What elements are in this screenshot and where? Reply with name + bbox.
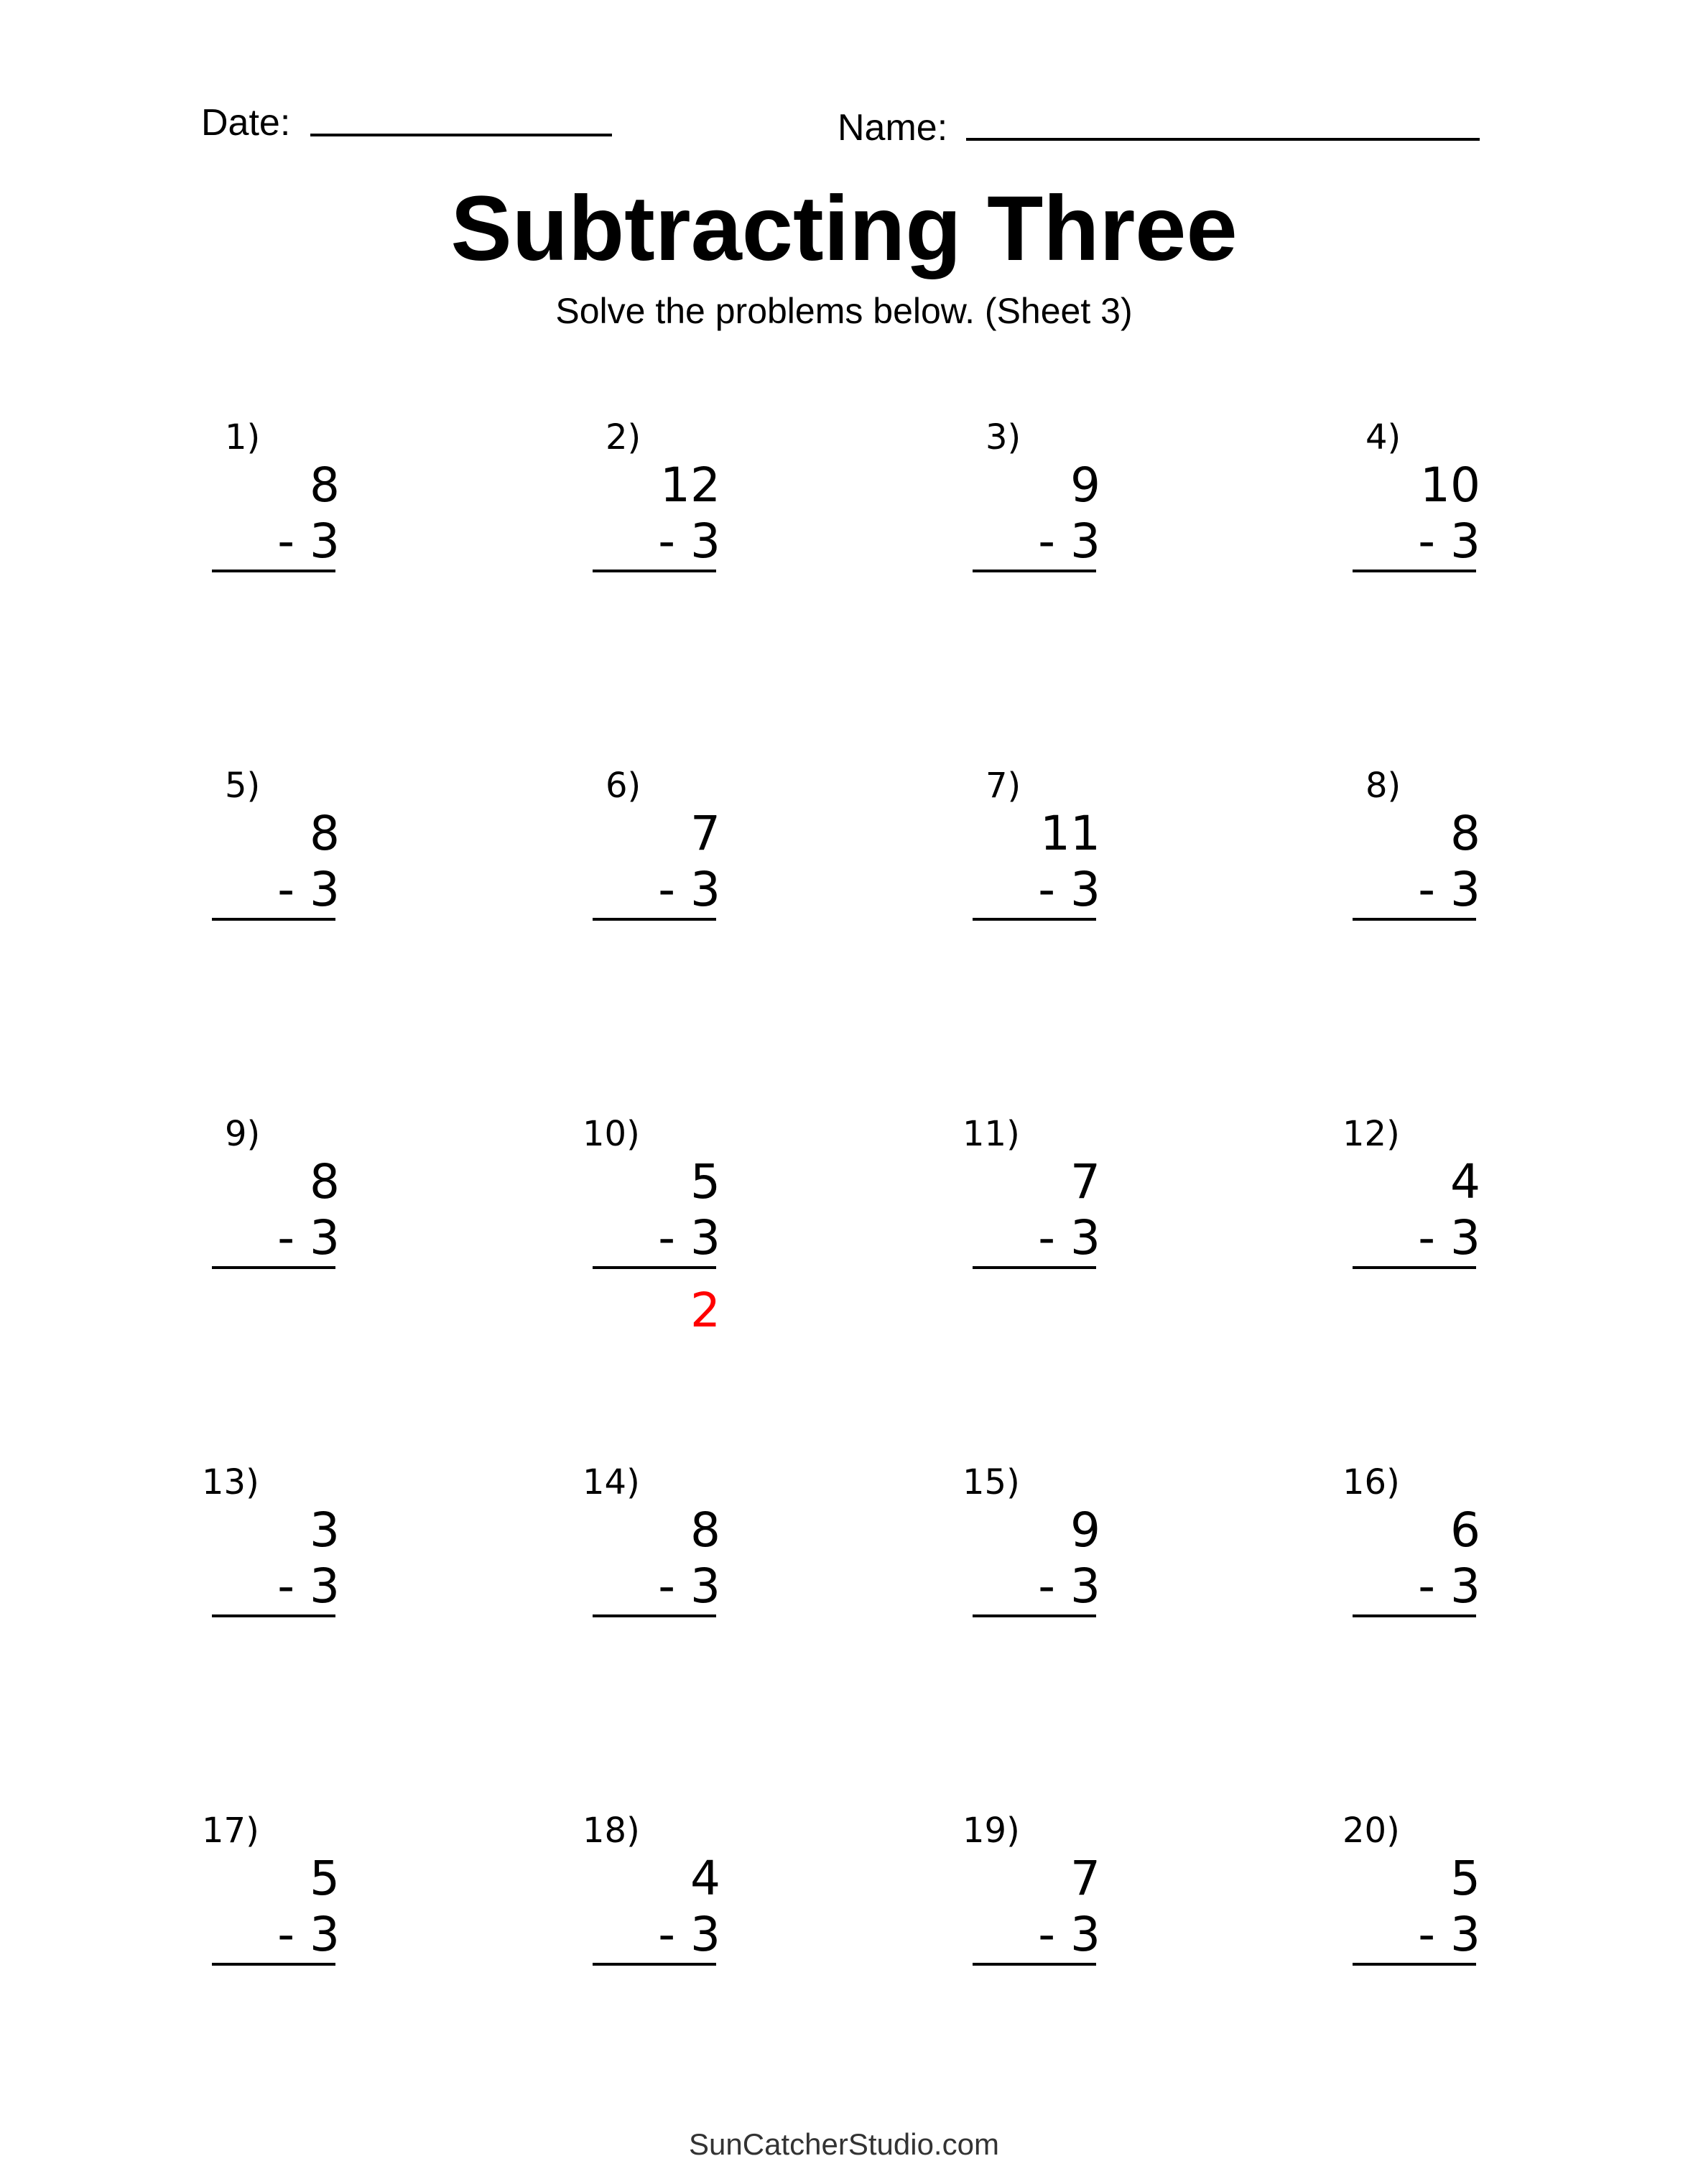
answer-line [593,1963,716,1966]
problem-number: 20) [1342,1811,1400,1851]
problem-13 [196,1462,368,1652]
answer-line [1353,570,1476,572]
problem-number: 10) [583,1114,640,1154]
subtrahend: - 3 [277,1907,340,1962]
problem-number: 5) [225,766,261,806]
problem-number: 16) [1342,1462,1400,1502]
subtrahend: - 3 [1418,1558,1480,1614]
subtrahend: - 3 [1418,862,1480,917]
subtrahend: - 3 [1038,1210,1100,1265]
answer-line [212,1963,335,1966]
problem-14 [577,1462,749,1652]
problem-number: 8) [1365,766,1401,806]
problem-number: 7) [986,766,1021,806]
problem-number: 12) [1342,1114,1400,1154]
minuend: 6 [1450,1502,1480,1558]
minuend: 7 [1070,1154,1100,1209]
minuend: 5 [1450,1851,1480,1906]
minuend: 4 [1450,1154,1480,1209]
problem-number: 9) [225,1114,261,1154]
problem-11 [957,1114,1129,1304]
problem-number: 4) [1365,417,1401,457]
answer-line [212,918,335,921]
problem-number: 11) [963,1114,1020,1154]
minuend: 4 [690,1851,720,1906]
subtrahend: - 3 [1038,862,1100,917]
subtrahend: - 3 [277,514,340,569]
problem-1 [196,417,368,607]
page-title: Subtracting Three [450,177,1238,280]
problem-12 [1337,1114,1509,1304]
minuend: 12 [660,457,720,513]
date-field-line[interactable] [310,134,612,136]
subtrahend: - 3 [1418,514,1480,569]
answer-line [593,1266,716,1269]
problem-18 [577,1813,749,2000]
subtrahend: - 3 [277,1210,340,1265]
subtrahend: - 3 [1418,1210,1480,1265]
minuend: 8 [690,1502,720,1558]
subtrahend: - 3 [1038,514,1100,569]
date-label: Date: [201,102,291,144]
subtrahend: - 3 [277,1558,340,1614]
problem-number: 14) [583,1462,640,1502]
minuend: 10 [1420,457,1480,513]
problem-9 [196,1114,368,1304]
answer-line [973,918,1096,921]
subtrahend: - 3 [658,862,720,917]
minuend: 7 [1070,1851,1100,1906]
answer-line [1353,918,1476,921]
problem-number: 2) [606,417,641,457]
problem-6 [577,768,749,955]
problem-7 [957,768,1129,955]
problem-17 [196,1813,368,2000]
minuend: 3 [310,1502,340,1558]
subtrahend: - 3 [658,514,720,569]
minuend: 8 [310,457,340,513]
problem-16 [1337,1462,1509,1652]
problem-number: 13) [202,1462,259,1502]
footer-site: SunCatcherStudio.com [689,2127,999,2161]
name-field-line[interactable] [966,138,1480,141]
answer-line [212,1614,335,1617]
problem-number: 6) [606,766,641,806]
subtrahend: - 3 [1038,1907,1100,1962]
subtrahend: - 3 [1418,1907,1480,1962]
problem-number: 19) [963,1811,1020,1851]
problem-5 [196,768,368,955]
subtrahend: - 3 [277,862,340,917]
answer-line [593,570,716,572]
subtrahend: - 3 [1038,1558,1100,1614]
subtrahend: - 3 [658,1907,720,1962]
answer-line [593,1614,716,1617]
minuend: 5 [310,1851,340,1906]
problem-4 [1337,417,1509,607]
problem-10 [577,1114,749,1338]
answer-line [973,1963,1096,1966]
problem-19 [957,1813,1129,2000]
page-subtitle: Solve the problems below. (Sheet 3) [555,291,1133,331]
answer-line [593,918,716,921]
minuend: 8 [1450,806,1480,861]
problem-15 [957,1462,1129,1652]
problem-20 [1337,1813,1509,2000]
minuend: 9 [1070,1502,1100,1558]
problem-number: 3) [986,417,1021,457]
problem-number: 15) [963,1462,1020,1502]
subtrahend: - 3 [658,1558,720,1614]
answer-line [973,570,1096,572]
problem-number: 18) [583,1811,640,1851]
minuend: 8 [310,1154,340,1209]
problem-number: 1) [225,417,261,457]
problem-8 [1337,768,1509,955]
answer-line [212,570,335,572]
subtrahend: - 3 [658,1210,720,1265]
problem-2 [577,417,749,607]
answer-field[interactable]: 2 [690,1283,720,1338]
minuend: 9 [1070,457,1100,513]
answer-line [1353,1963,1476,1966]
answer-line [212,1266,335,1269]
problem-3 [957,417,1129,607]
answer-line [973,1614,1096,1617]
problem-number: 17) [202,1811,259,1851]
answer-line [973,1266,1096,1269]
name-label: Name: [838,107,948,149]
answer-line [1353,1266,1476,1269]
minuend: 5 [690,1154,720,1209]
minuend: 7 [690,806,720,861]
answer-line [1353,1614,1476,1617]
minuend: 8 [310,806,340,861]
minuend: 11 [1040,806,1100,861]
